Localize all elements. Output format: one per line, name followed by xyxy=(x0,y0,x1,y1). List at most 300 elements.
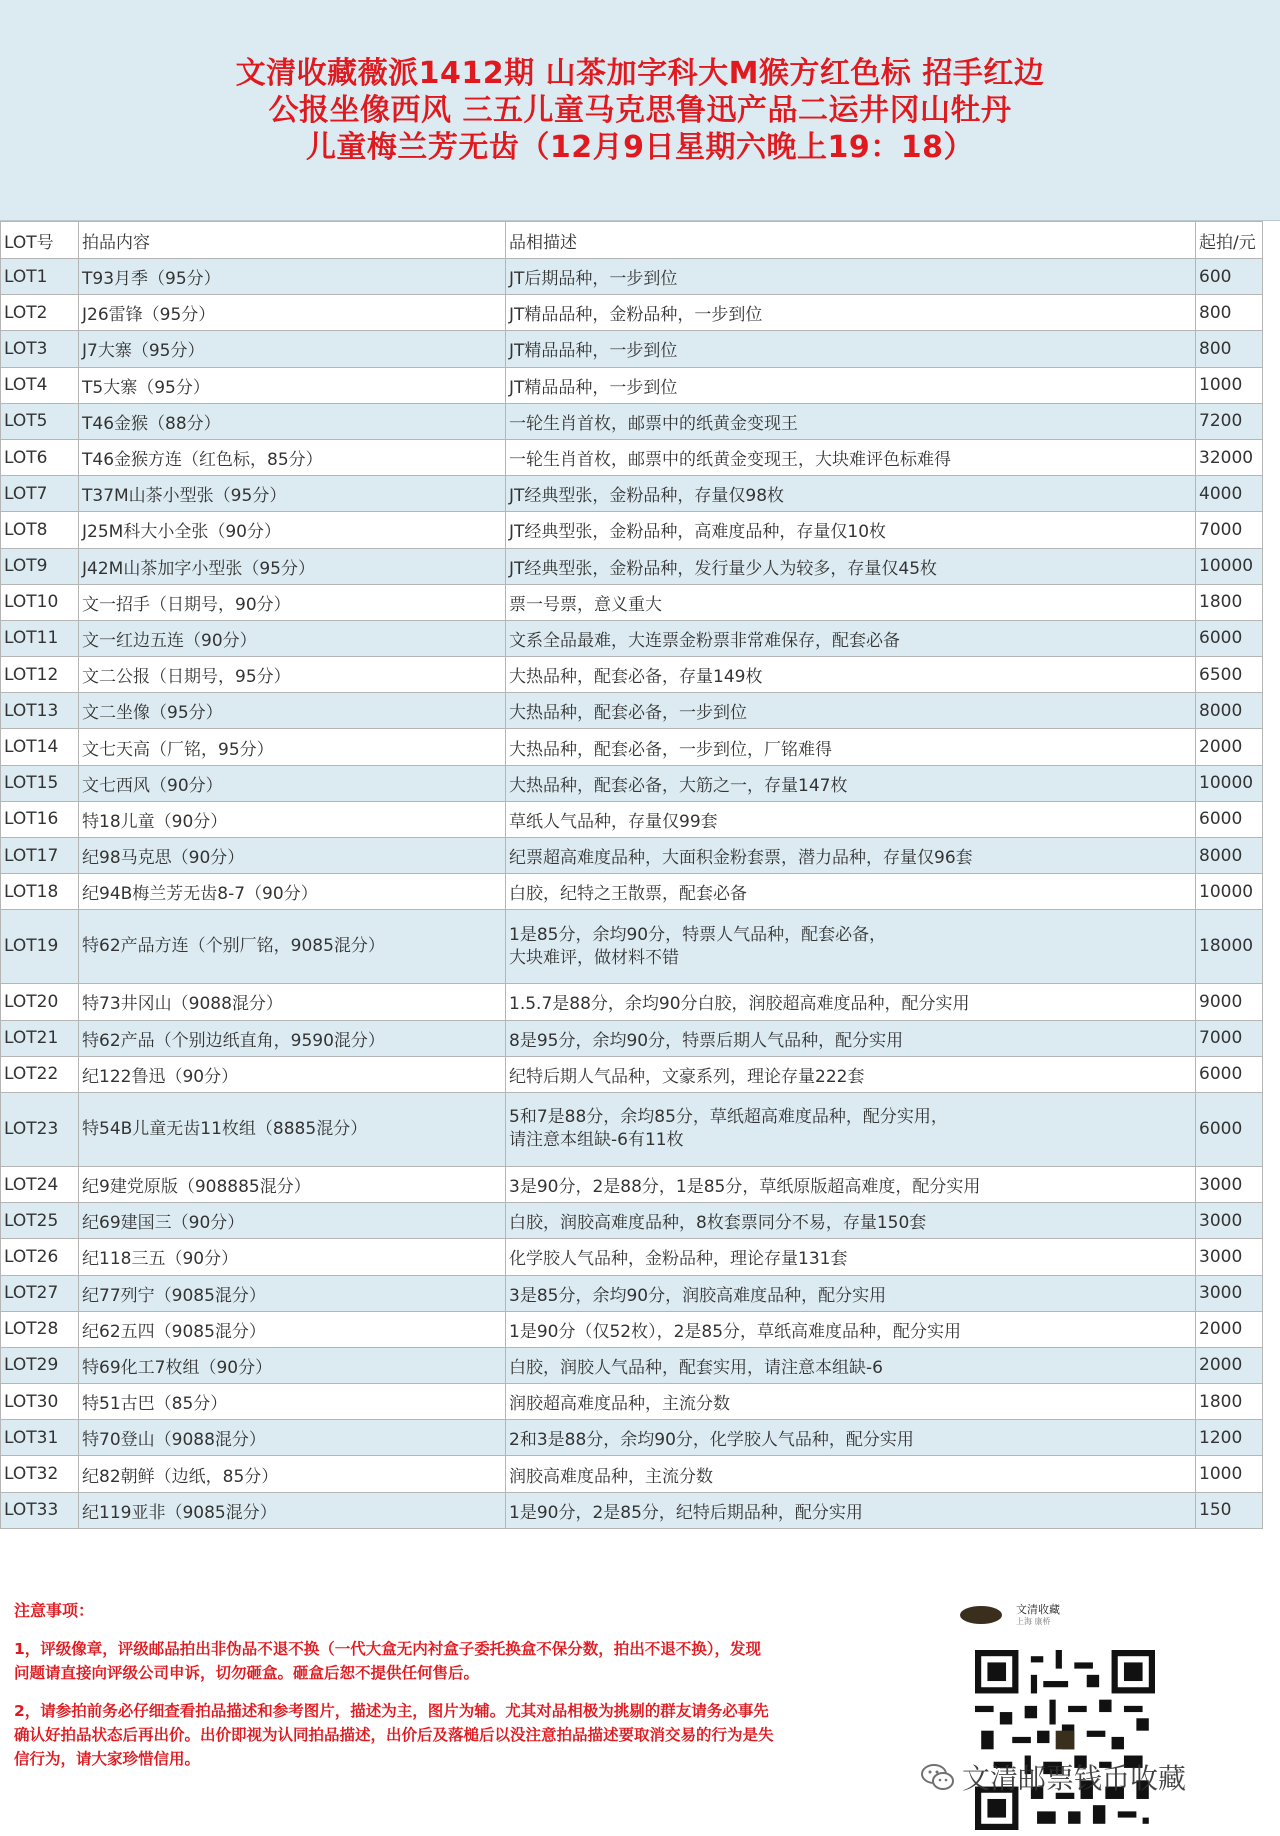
table-row xyxy=(1,476,1263,512)
cell-lot-text: LOT16 xyxy=(4,809,59,830)
cell-desc xyxy=(506,439,1196,475)
cell-desc-text: 一轮生肖首枚，邮票中的纸黄金变现王 xyxy=(509,413,798,434)
table-row xyxy=(1,1347,1263,1383)
table-row xyxy=(1,1384,1263,1420)
table-row xyxy=(1,729,1263,765)
table-row xyxy=(1,620,1263,656)
table-row xyxy=(1,1420,1263,1456)
cell-item xyxy=(79,1203,506,1239)
cell-desc xyxy=(506,512,1196,548)
cell-lot xyxy=(1,874,79,910)
cell-lot-text: LOT31 xyxy=(4,1427,59,1448)
table-row xyxy=(1,765,1263,801)
cell-item xyxy=(79,657,506,693)
cell-lot xyxy=(1,1203,79,1239)
cell-lot xyxy=(1,512,79,548)
cell-item xyxy=(79,439,506,475)
cell-desc xyxy=(506,910,1196,984)
cell-item-text: 特69化工7枚组（90分） xyxy=(82,1357,273,1378)
notes-section xyxy=(14,1598,774,1785)
cell-item-text: J25M科大小全张（90分） xyxy=(82,522,281,543)
cell-item xyxy=(79,801,506,837)
cell-price xyxy=(1196,259,1263,295)
cell-desc xyxy=(506,729,1196,765)
cell-lot-text: LOT22 xyxy=(4,1064,59,1085)
cell-item xyxy=(79,548,506,584)
cell-price xyxy=(1196,331,1263,367)
cell-item xyxy=(79,910,506,984)
cell-lot xyxy=(1,1239,79,1275)
cell-desc xyxy=(506,331,1196,367)
cell-lot xyxy=(1,439,79,475)
table-row xyxy=(1,584,1263,620)
cell-lot-text: LOT21 xyxy=(4,1028,59,1049)
cell-price-text: 2000 xyxy=(1199,1355,1243,1376)
table-row xyxy=(1,801,1263,837)
cell-price xyxy=(1196,512,1263,548)
cell-item-text: T37M山茶小型张（95分） xyxy=(82,486,287,507)
table-row xyxy=(1,910,1263,984)
cell-price xyxy=(1196,801,1263,837)
cell-lot xyxy=(1,367,79,403)
cell-price-text: 1000 xyxy=(1199,1464,1243,1485)
cell-item xyxy=(79,620,506,656)
table-row xyxy=(1,403,1263,439)
cell-desc xyxy=(506,403,1196,439)
cell-price xyxy=(1196,1092,1263,1166)
cell-desc xyxy=(506,838,1196,874)
cell-desc xyxy=(506,1347,1196,1383)
cell-desc xyxy=(506,476,1196,512)
cell-desc xyxy=(506,984,1196,1020)
cell-lot xyxy=(1,801,79,837)
table-row xyxy=(1,439,1263,475)
cell-price xyxy=(1196,1020,1263,1056)
cell-price-text: 6500 xyxy=(1199,664,1243,685)
title-line-2: 公报坐像西风 三五儿童马克思鲁迅产品二运井冈山牡丹 xyxy=(268,92,1012,128)
cell-item-text: 纪119亚非（9085混分） xyxy=(82,1502,277,1523)
table-row xyxy=(1,295,1263,331)
cell-item-text: 纪94B梅兰芳无齿8-7（90分） xyxy=(82,884,318,905)
cell-lot xyxy=(1,838,79,874)
table-row xyxy=(1,1275,1263,1311)
table-row xyxy=(1,874,1263,910)
cell-price-text: 7000 xyxy=(1199,1028,1243,1049)
cell-price xyxy=(1196,295,1263,331)
cell-price xyxy=(1196,693,1263,729)
cell-lot xyxy=(1,1311,79,1347)
qr-code-icon xyxy=(975,1650,1155,1830)
cell-desc-text: 3是90分，2是88分，1是85分，草纸原版超高难度，配分实用 xyxy=(509,1177,981,1198)
cell-price-text: 8000 xyxy=(1199,845,1243,866)
cell-price-text: 2000 xyxy=(1199,1319,1243,1340)
cell-lot-text: LOT9 xyxy=(4,556,48,577)
cell-price-text: 1800 xyxy=(1199,592,1243,613)
cell-price-text: 7000 xyxy=(1199,519,1243,540)
table-row xyxy=(1,1203,1263,1239)
cell-desc-text: 纪票超高难度品种，大面积金粉套票，潜力品种，存量仅96套 xyxy=(509,848,973,869)
cell-desc xyxy=(506,1239,1196,1275)
cell-item-text: J7大寨（95分） xyxy=(82,341,205,362)
cell-item xyxy=(79,584,506,620)
cell-desc-text: 润胶超高难度品种，主流分数 xyxy=(509,1394,730,1415)
cell-item xyxy=(79,1311,506,1347)
table-row xyxy=(1,1492,1263,1528)
cell-item-text: T93月季（95分） xyxy=(82,269,221,290)
cell-desc-text: 一轮生肖首枚，邮票中的纸黄金变现王，大块难评色标难得 xyxy=(509,450,951,471)
table-row xyxy=(1,838,1263,874)
table-row xyxy=(1,331,1263,367)
cell-item xyxy=(79,1239,506,1275)
cell-desc xyxy=(506,295,1196,331)
cell-lot-text: LOT3 xyxy=(4,338,48,359)
cell-lot xyxy=(1,403,79,439)
cell-price-text: 3000 xyxy=(1199,1246,1243,1267)
cell-desc-text: JT精品品种，金粉品种，一步到位 xyxy=(509,305,763,326)
cell-item xyxy=(79,331,506,367)
cell-desc-text: 化学胶人气品种，金粉品种，理论存量131套 xyxy=(509,1249,848,1270)
cell-price xyxy=(1196,1203,1263,1239)
cell-item-text: 纪77列宁（9085混分） xyxy=(82,1285,266,1306)
cell-item-text: 纪118三五（90分） xyxy=(82,1249,239,1270)
cell-desc-text: 白胶，纪特之王散票，配套必备 xyxy=(509,884,747,905)
cell-lot-text: LOT4 xyxy=(4,375,48,396)
cell-item xyxy=(79,476,506,512)
cell-desc-text: 草纸人气品种，存量仅99套 xyxy=(509,811,718,832)
cell-lot xyxy=(1,729,79,765)
cell-lot xyxy=(1,1275,79,1311)
cell-desc-text: 2和3是88分，余均90分，化学胶人气品种，配分实用 xyxy=(509,1430,914,1451)
cell-item xyxy=(79,367,506,403)
cell-lot xyxy=(1,584,79,620)
cell-lot xyxy=(1,548,79,584)
cell-price-text: 1800 xyxy=(1199,1391,1243,1412)
cell-desc xyxy=(506,874,1196,910)
cell-item-text: 特54B儿童无齿11枚组（8885混分） xyxy=(82,1118,368,1139)
cell-lot xyxy=(1,259,79,295)
cell-lot xyxy=(1,1166,79,1202)
cell-lot-text: LOT15 xyxy=(4,773,59,794)
cell-lot-text: LOT8 xyxy=(4,519,48,540)
cell-desc-text: 文系全品最难，大连票金粉票非常难保存，配套必备 xyxy=(509,630,900,651)
cell-desc-text: 1是85分，余均90分，特票人气品种，配套必备， xyxy=(509,924,887,945)
cell-item xyxy=(79,1384,506,1420)
cell-lot xyxy=(1,295,79,331)
page-header xyxy=(0,0,1280,221)
table-body xyxy=(1,259,1263,1529)
cell-item xyxy=(79,874,506,910)
cell-item xyxy=(79,1275,506,1311)
cell-lot-text: LOT20 xyxy=(4,991,59,1012)
cell-price-text: 4000 xyxy=(1199,483,1243,504)
cell-desc xyxy=(506,1492,1196,1528)
cell-price-text: 6000 xyxy=(1199,809,1243,830)
col-header-item: 拍品内容 xyxy=(79,222,506,259)
cell-lot xyxy=(1,620,79,656)
cell-desc-text: JT精品品种，一步到位 xyxy=(509,377,678,398)
cell-lot xyxy=(1,331,79,367)
cell-price xyxy=(1196,910,1263,984)
cell-price xyxy=(1196,584,1263,620)
cell-price xyxy=(1196,1239,1263,1275)
cell-lot xyxy=(1,657,79,693)
cell-price xyxy=(1196,1347,1263,1383)
cell-price-text: 1200 xyxy=(1199,1427,1243,1448)
cell-desc-text: 1.5.7是88分，余均90分白胶，润胶超高难度品种，配分实用 xyxy=(509,994,970,1015)
cell-item-text: 纪62五四（9085混分） xyxy=(82,1321,266,1342)
notes-item-2: 2，请参拍前务必仔细查看拍品描述和参考图片，描述为主，图片为辅。尤其对品相极为挑剔的群友请务必事先确认好拍品状态后再出价。出价即视为认同拍品描述，出价后及落槌后以没注意拍品描述要取消交易的行为是失信行为，请大家珍惜信用。 xyxy=(14,1702,774,1768)
cell-item-text: T46金猴（88分） xyxy=(82,413,221,434)
cell-lot-text: LOT11 xyxy=(4,628,59,649)
brand-badge xyxy=(960,1600,1160,1630)
cell-item-text: 特18儿童（90分） xyxy=(82,811,228,832)
cell-price-text: 10000 xyxy=(1199,773,1254,794)
table-row xyxy=(1,1166,1263,1202)
cell-desc-text: 5和7是88分，余均85分，草纸超高难度品种，配分实用， xyxy=(509,1107,948,1128)
cell-desc xyxy=(506,1166,1196,1202)
cell-price xyxy=(1196,620,1263,656)
cell-price xyxy=(1196,984,1263,1020)
cell-lot-text: LOT17 xyxy=(4,845,59,866)
cell-desc-text: 票一号票，意义重大 xyxy=(509,594,662,615)
cell-price-text: 6000 xyxy=(1199,628,1243,649)
cell-desc xyxy=(506,1092,1196,1166)
cell-desc-text: 润胶高难度品种，主流分数 xyxy=(509,1466,713,1487)
cell-desc xyxy=(506,259,1196,295)
wechat-watermark xyxy=(920,1757,1186,1797)
cell-desc xyxy=(506,1384,1196,1420)
brand-logo-icon xyxy=(960,1606,1002,1624)
cell-lot-text: LOT28 xyxy=(4,1319,59,1340)
cell-item-text: 纪69建国三（90分） xyxy=(82,1213,245,1234)
col-header-lot: LOT号 xyxy=(1,222,79,259)
cell-lot xyxy=(1,1020,79,1056)
table-row xyxy=(1,1056,1263,1092)
cell-price xyxy=(1196,1311,1263,1347)
cell-lot-text: LOT12 xyxy=(4,664,59,685)
cell-price-text: 7200 xyxy=(1199,411,1243,432)
table-row xyxy=(1,548,1263,584)
cell-item-text: J26雷锋（95分） xyxy=(82,305,216,326)
cell-item-text: 特73井冈山（9088混分） xyxy=(82,994,283,1015)
brand-subtitle: 上海 康桥 xyxy=(1016,1617,1051,1626)
cell-desc-text: JT经典型张，金粉品种，高难度品种，存量仅10枚 xyxy=(509,522,887,543)
cell-price xyxy=(1196,838,1263,874)
cell-price xyxy=(1196,476,1263,512)
cell-item xyxy=(79,1456,506,1492)
cell-item-text: 特62产品方连（个别厂铭，9085混分） xyxy=(82,936,385,957)
title-line-3: 儿童梅兰芳无齿（12月9日星期六晚上19：18） xyxy=(305,129,975,165)
cell-lot-text: LOT27 xyxy=(4,1283,59,1304)
cell-lot xyxy=(1,476,79,512)
table-row xyxy=(1,693,1263,729)
cell-item xyxy=(79,1020,506,1056)
cell-desc-text: 3是85分，余均90分，润胶高难度品种，配分实用 xyxy=(509,1285,887,1306)
table-row xyxy=(1,1092,1263,1166)
cell-lot-text: LOT25 xyxy=(4,1210,59,1231)
cell-desc-text: JT后期品种，一步到位 xyxy=(509,269,678,290)
cell-item xyxy=(79,1056,506,1092)
cell-price xyxy=(1196,657,1263,693)
cell-item-text: 文七天高（厂铭，95分） xyxy=(82,739,274,760)
cell-price xyxy=(1196,1056,1263,1092)
table-row xyxy=(1,367,1263,403)
cell-price xyxy=(1196,403,1263,439)
cell-price-text: 150 xyxy=(1199,1500,1232,1521)
table-header-row xyxy=(1,222,1263,259)
cell-desc xyxy=(506,1311,1196,1347)
cell-item xyxy=(79,1492,506,1528)
cell-item xyxy=(79,984,506,1020)
cell-lot-text: LOT2 xyxy=(4,302,48,323)
cell-lot-text: LOT24 xyxy=(4,1174,59,1195)
cell-item xyxy=(79,693,506,729)
cell-lot xyxy=(1,910,79,984)
cell-desc-text-line2: 大块难评，做材料不错 xyxy=(509,947,679,968)
cell-item-text: J42M山茶加字小型张（95分） xyxy=(82,558,315,579)
cell-lot-text: LOT14 xyxy=(4,737,59,758)
cell-desc xyxy=(506,367,1196,403)
cell-item-text: 文二坐像（95分） xyxy=(82,703,223,724)
cell-lot-text: LOT10 xyxy=(4,592,59,613)
cell-item-text: 纪122鲁迅（90分） xyxy=(82,1066,239,1087)
cell-price-text: 2000 xyxy=(1199,737,1243,758)
cell-lot xyxy=(1,765,79,801)
cell-price-text: 6000 xyxy=(1199,1118,1243,1139)
cell-lot-text: LOT19 xyxy=(4,936,59,957)
cell-desc-text: JT经典型张，金粉品种，发行量少人为较多，存量仅45枚 xyxy=(509,558,938,579)
cell-lot-text: LOT33 xyxy=(4,1500,59,1521)
cell-price xyxy=(1196,1384,1263,1420)
cell-item-text: T5大寨（95分） xyxy=(82,377,210,398)
cell-item-text: 特51古巴（85分） xyxy=(82,1394,228,1415)
watermark-text: 文清邮票钱币收藏 xyxy=(962,1762,1187,1795)
cell-desc xyxy=(506,657,1196,693)
cell-item xyxy=(79,512,506,548)
brand-name: 文清收藏 xyxy=(1016,1603,1060,1616)
cell-desc-text: 1是90分，2是85分，纪特后期品种，配分实用 xyxy=(509,1502,863,1523)
notes-item-1: 1，评级像章，评级邮品拍出非伪品不退不换（一代大盒无内衬盒子委托换盒不保分数，拍出不退不换），发现问题请直接向评级公司申诉，切勿砸盒。砸盒后恕不提供任何售后。 xyxy=(14,1640,762,1682)
cell-desc-text: 大热品种，配套必备，一步到位，厂铭难得 xyxy=(509,739,832,760)
cell-desc xyxy=(506,765,1196,801)
cell-price xyxy=(1196,548,1263,584)
cell-desc-text: 白胶，润胶人气品种，配套实用，请注意本组缺-6 xyxy=(509,1357,883,1378)
cell-price-text: 18000 xyxy=(1199,936,1254,957)
cell-desc xyxy=(506,1203,1196,1239)
cell-desc xyxy=(506,620,1196,656)
cell-lot-text: LOT18 xyxy=(4,881,59,902)
cell-desc xyxy=(506,548,1196,584)
cell-lot xyxy=(1,1492,79,1528)
cell-item-text: 纪82朝鲜（边纸，85分） xyxy=(82,1466,279,1487)
cell-lot xyxy=(1,1456,79,1492)
cell-price xyxy=(1196,1166,1263,1202)
cell-item-text: 纪9建党原版（908885混分） xyxy=(82,1177,311,1198)
cell-item xyxy=(79,1420,506,1456)
cell-item-text: T46金猴方连（红色标，85分） xyxy=(82,450,323,471)
cell-desc xyxy=(506,1020,1196,1056)
cell-desc xyxy=(506,1056,1196,1092)
cell-desc-text-line2: 请注意本组缺-6有11枚 xyxy=(509,1130,684,1151)
cell-lot-text: LOT5 xyxy=(4,411,48,432)
cell-lot xyxy=(1,1420,79,1456)
cell-item xyxy=(79,838,506,874)
col-header-desc: 品相描述 xyxy=(506,222,1196,259)
cell-desc-text: 大热品种，配套必备，大筋之一，存量147枚 xyxy=(509,775,848,796)
cell-lot xyxy=(1,693,79,729)
cell-lot-text: LOT13 xyxy=(4,700,59,721)
cell-price-text: 800 xyxy=(1199,338,1232,359)
cell-lot-text: LOT1 xyxy=(4,266,48,287)
cell-price-text: 9000 xyxy=(1199,991,1243,1012)
notes-title: 注意事项： xyxy=(14,1601,95,1620)
cell-price-text: 6000 xyxy=(1199,1064,1243,1085)
cell-desc xyxy=(506,1275,1196,1311)
cell-desc xyxy=(506,1456,1196,1492)
cell-desc-text: 8是95分，余均90分，特票后期人气品种，配分实用 xyxy=(509,1030,904,1051)
cell-lot xyxy=(1,1384,79,1420)
cell-item-text: 特70登山（9088混分） xyxy=(82,1430,266,1451)
cell-desc xyxy=(506,801,1196,837)
cell-item-text: 文一红边五连（90分） xyxy=(82,630,257,651)
cell-price xyxy=(1196,874,1263,910)
table-row xyxy=(1,1311,1263,1347)
table-row xyxy=(1,984,1263,1020)
cell-desc-text: 1是90分（仅52枚），2是85分，草纸高难度品种，配分实用 xyxy=(509,1321,962,1342)
cell-price-text: 3000 xyxy=(1199,1174,1243,1195)
table-row xyxy=(1,512,1263,548)
cell-lot-text: LOT30 xyxy=(4,1391,59,1412)
cell-item-text: 纪98马克思（90分） xyxy=(82,848,245,869)
cell-lot-text: LOT23 xyxy=(4,1118,59,1139)
cell-lot-text: LOT32 xyxy=(4,1464,59,1485)
cell-item xyxy=(79,729,506,765)
cell-price xyxy=(1196,439,1263,475)
cell-price-text: 600 xyxy=(1199,266,1232,287)
cell-lot xyxy=(1,1056,79,1092)
cell-lot xyxy=(1,1092,79,1166)
cell-item-text: 文七西风（90分） xyxy=(82,775,223,796)
table-row xyxy=(1,259,1263,295)
cell-price xyxy=(1196,367,1263,403)
cell-item-text: 文二公报（日期号，95分） xyxy=(82,667,291,688)
cell-price-text: 32000 xyxy=(1199,447,1254,468)
table-row xyxy=(1,1239,1263,1275)
cell-price-text: 10000 xyxy=(1199,556,1254,577)
cell-price xyxy=(1196,1456,1263,1492)
cell-item xyxy=(79,765,506,801)
table-row xyxy=(1,657,1263,693)
cell-item xyxy=(79,403,506,439)
cell-desc-text: 纪特后期人气品种，文豪系列，理论存量222套 xyxy=(509,1066,865,1087)
cell-item xyxy=(79,295,506,331)
cell-desc xyxy=(506,584,1196,620)
cell-item-text: 文一招手（日期号，90分） xyxy=(82,594,291,615)
cell-desc-text: 白胶，润胶高难度品种，8枚套票同分不易，存量150套 xyxy=(509,1213,927,1234)
table-row xyxy=(1,1456,1263,1492)
cell-desc xyxy=(506,693,1196,729)
cell-item-text: 特62产品（个别边纸直角，9590混分） xyxy=(82,1030,385,1051)
cell-price xyxy=(1196,729,1263,765)
cell-lot xyxy=(1,984,79,1020)
cell-desc-text: 大热品种，配套必备，一步到位 xyxy=(509,703,747,724)
cell-price-text: 1000 xyxy=(1199,375,1243,396)
cell-lot-text: LOT26 xyxy=(4,1246,59,1267)
table-row xyxy=(1,1020,1263,1056)
cell-price-text: 3000 xyxy=(1199,1283,1243,1304)
wechat-icon xyxy=(920,1762,956,1792)
cell-desc xyxy=(506,1420,1196,1456)
